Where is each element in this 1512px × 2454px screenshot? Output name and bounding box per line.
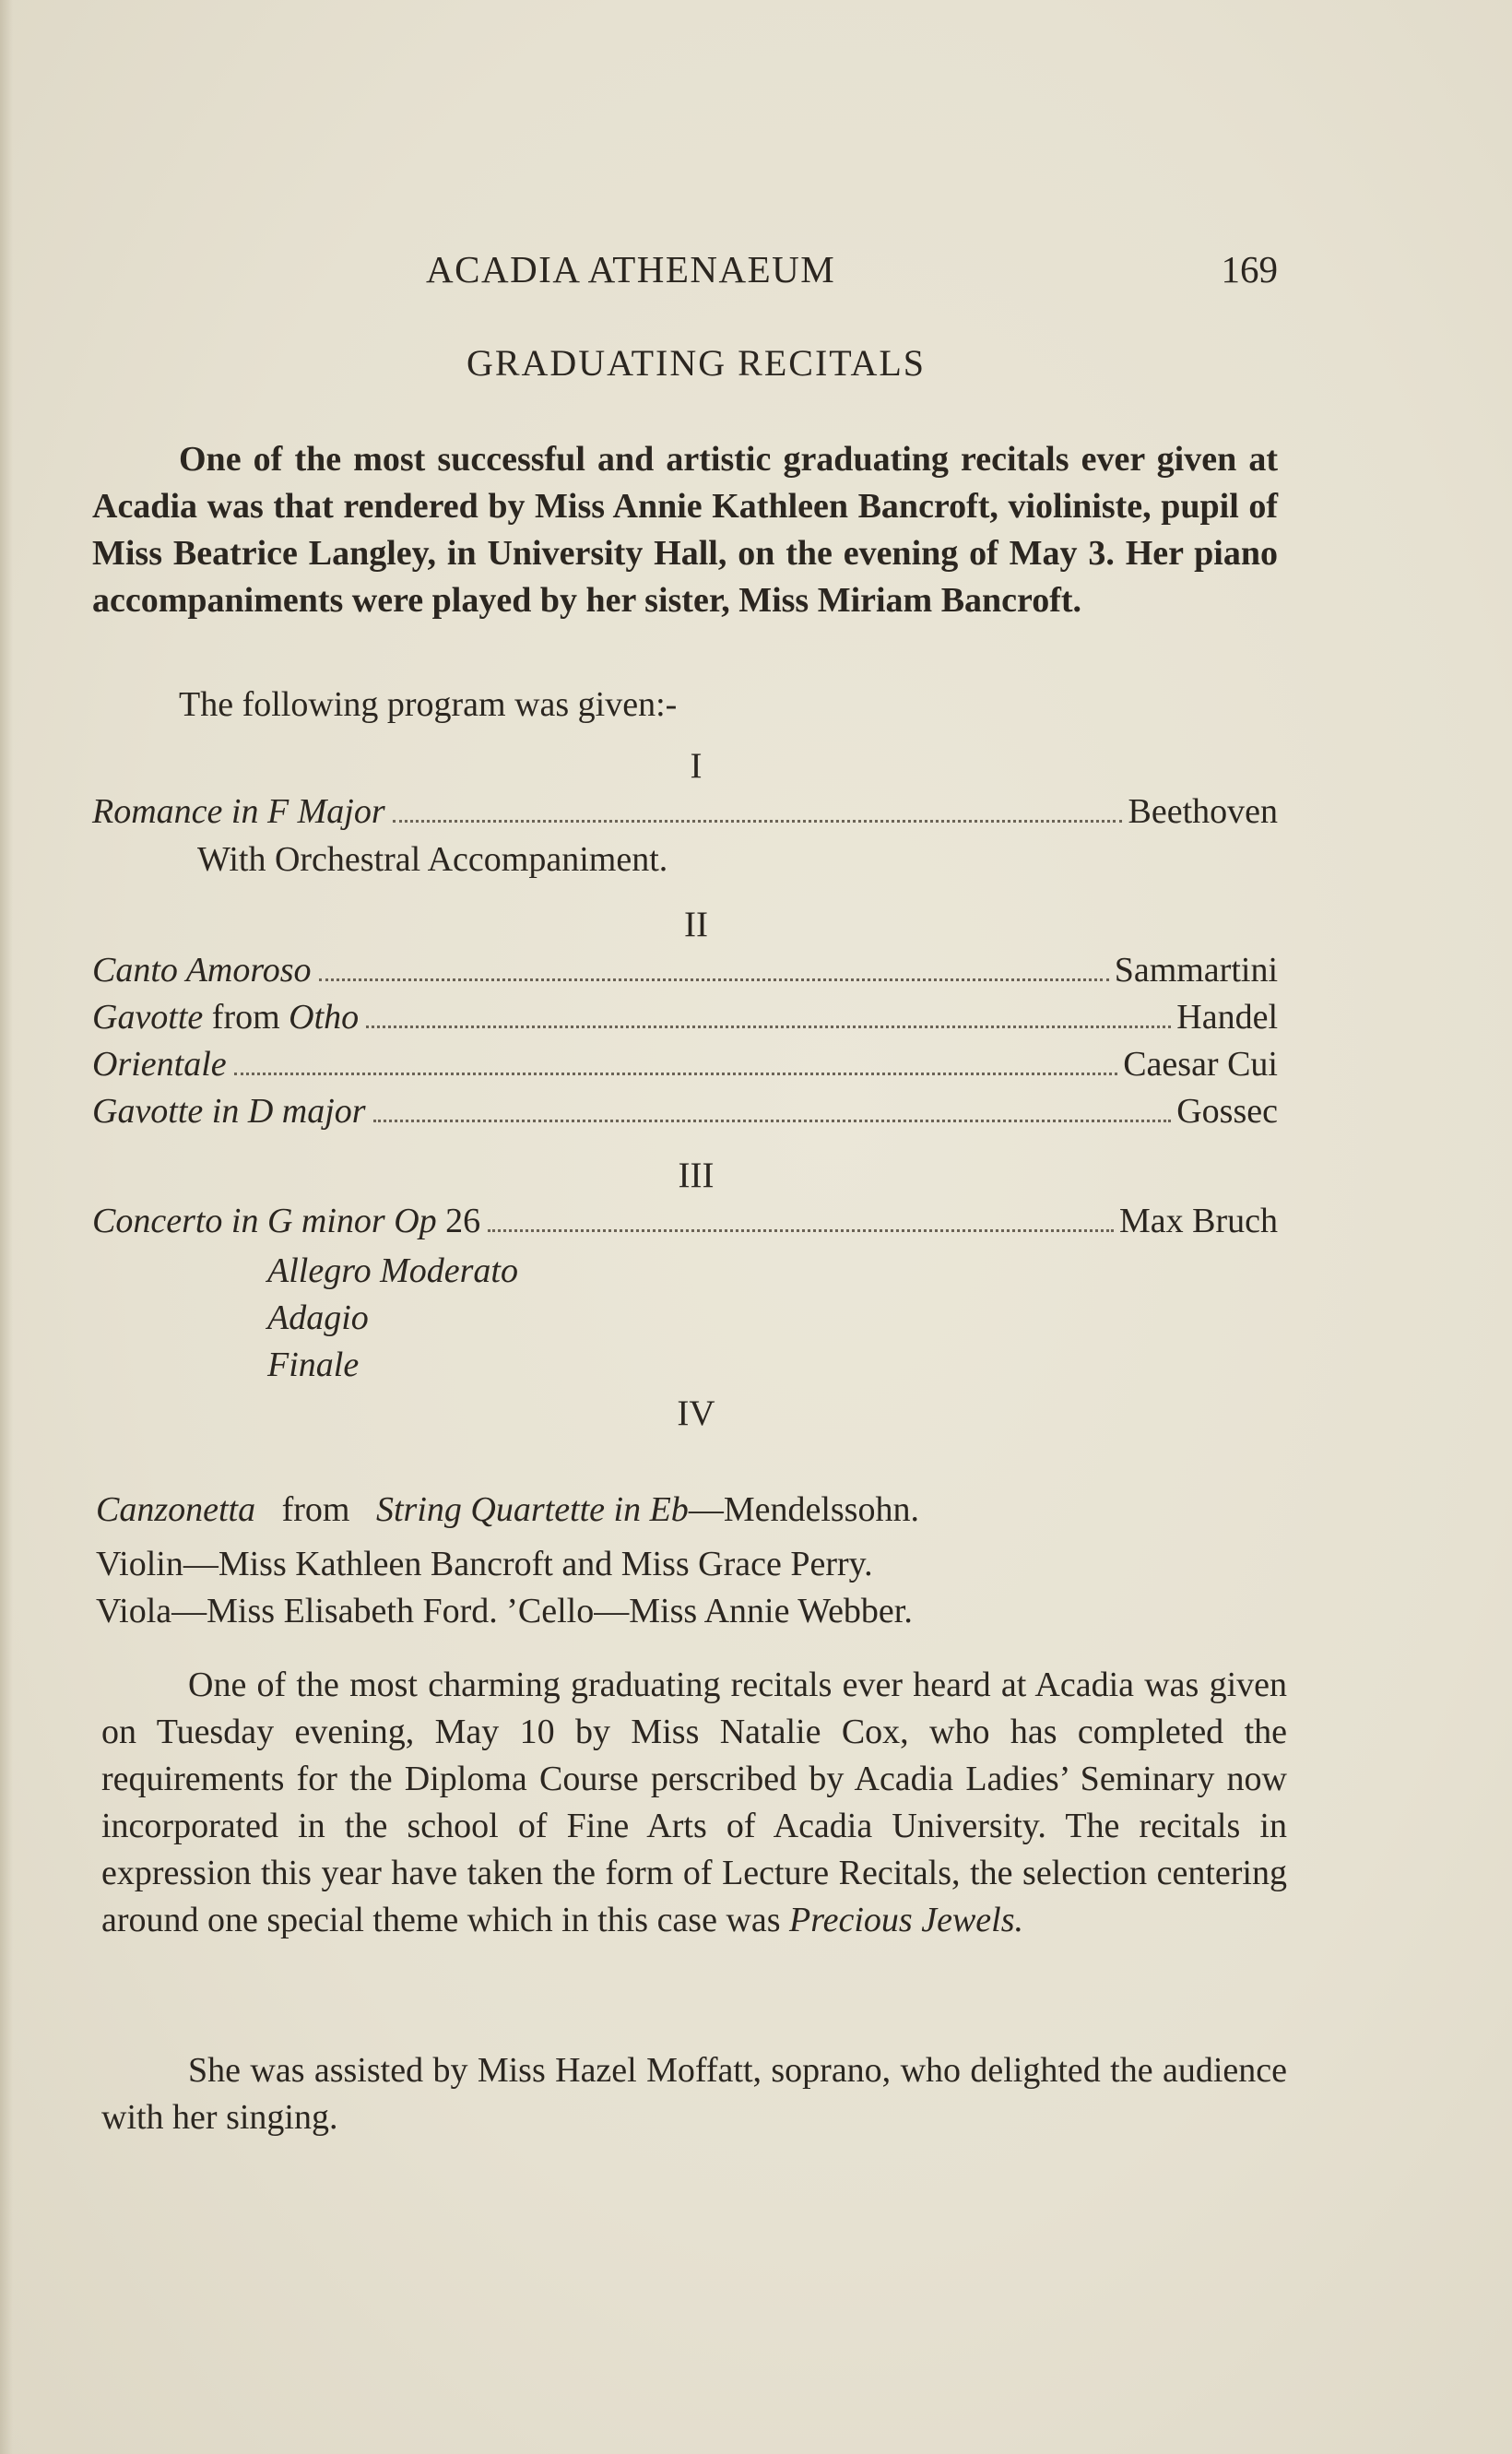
- piece-title: [92, 997, 359, 1037]
- program-part-numeral: I: [690, 746, 703, 786]
- theme-title: Precious Jewels.: [789, 1901, 1024, 1939]
- piece-source: Otho: [289, 998, 360, 1037]
- piece-title: Romance in F Major: [92, 792, 385, 831]
- ensemble-block: [96, 1487, 1278, 1635]
- violin-players: Violin—Miss Kathleen Bancroft and Miss Grace Perry.: [96, 1545, 873, 1583]
- viola-cello-players: Viola—Miss Elisabeth Ford. ’Cello—Miss Annie Webber.: [96, 1592, 913, 1630]
- dot-leader: [366, 1025, 1171, 1028]
- composer: Max Bruch: [1118, 1202, 1278, 1240]
- movement: Adagio: [267, 1298, 369, 1337]
- movement: Allegro Moderato: [267, 1251, 518, 1290]
- running-head: ACADIA ATHENAEUM: [426, 248, 836, 290]
- program-item: [92, 1091, 1278, 1139]
- program-item: [92, 950, 1278, 998]
- page-number: 169: [1221, 248, 1278, 290]
- program-item: [92, 1201, 1278, 1249]
- third-block: [101, 2047, 1287, 2141]
- dot-leader: [393, 820, 1123, 823]
- composer: Caesar Cui: [1123, 1045, 1278, 1084]
- piece-title-part: Gavotte: [92, 998, 204, 1037]
- dot-leader: [488, 1229, 1114, 1232]
- program-item: [92, 997, 1278, 1045]
- composer: Handel: [1176, 998, 1278, 1037]
- piece-title: Canzonetta: [96, 1490, 256, 1529]
- piece-title-part: Concerto in G minor Op: [92, 1202, 437, 1240]
- second-block: [101, 1662, 1287, 1944]
- third-paragraph: She was assisted by Miss Hazel Moffatt, soprano, who delighted the audience with her singing.: [101, 2051, 1287, 2137]
- program-part-numeral: IV: [677, 1393, 715, 1433]
- dot-leader: [319, 978, 1109, 981]
- intro-block: [92, 436, 1278, 624]
- piece-source: String Quartette in Eb: [376, 1490, 689, 1529]
- page-header: [426, 247, 1278, 302]
- accompaniment-note: With Orchestral Accompaniment.: [197, 840, 668, 879]
- composer: Gossec: [1176, 1092, 1278, 1131]
- movement: Finale: [267, 1346, 360, 1384]
- piece-title: Orientale: [92, 1045, 227, 1084]
- program-part-numeral: III: [678, 1156, 715, 1195]
- program-intro-block: [92, 682, 1278, 729]
- piece-title: Canto Amoroso: [92, 951, 312, 990]
- section-title: GRADUATING RECITALS: [466, 342, 927, 384]
- piece-title: Gavotte in D major: [92, 1092, 366, 1131]
- composer: —Mendelssohn.: [688, 1490, 919, 1529]
- piece-title: [92, 1201, 480, 1241]
- composer: Sammartini: [1114, 951, 1278, 990]
- intro-paragraph: One of the most successful and artistic graduating recitals ever given at Acadia was that rendered by Miss Annie Kathleen Bancroft, violiniste, pupil of Miss Beatrice Langley, in University Hall, on the evening of May 3. Her piano accompaniments were played by her sister, Miss Miriam Bancroft.: [92, 440, 1278, 620]
- piece-connector: from: [281, 1490, 350, 1529]
- opus-number: 26: [445, 1202, 481, 1240]
- dot-leader: [373, 1120, 1172, 1122]
- program-part-numeral: II: [684, 905, 708, 944]
- program-intro: The following program was given:-: [179, 685, 678, 724]
- second-paragraph: [101, 1662, 1287, 1944]
- piece-connector: from: [211, 998, 280, 1037]
- dot-leader: [234, 1073, 1118, 1075]
- second-paragraph-text: One of the most charming graduating recitals ever heard at Acadia was given on Tuesday evening, May 10 by Miss Natalie Cox, who has completed the requirements for the Diploma Course perscribed by Acadia Ladies’ Seminary now incorporated in the school of Fine Arts of Acadia University. The recitals in expression this year have taken the form of Lecture Recitals, the selection centering around one special theme which in this case was: [101, 1666, 1287, 1939]
- program-item: [92, 791, 1278, 839]
- program-item: [92, 1044, 1278, 1092]
- program-item: [96, 1487, 1278, 1534]
- composer: Beethoven: [1128, 792, 1278, 831]
